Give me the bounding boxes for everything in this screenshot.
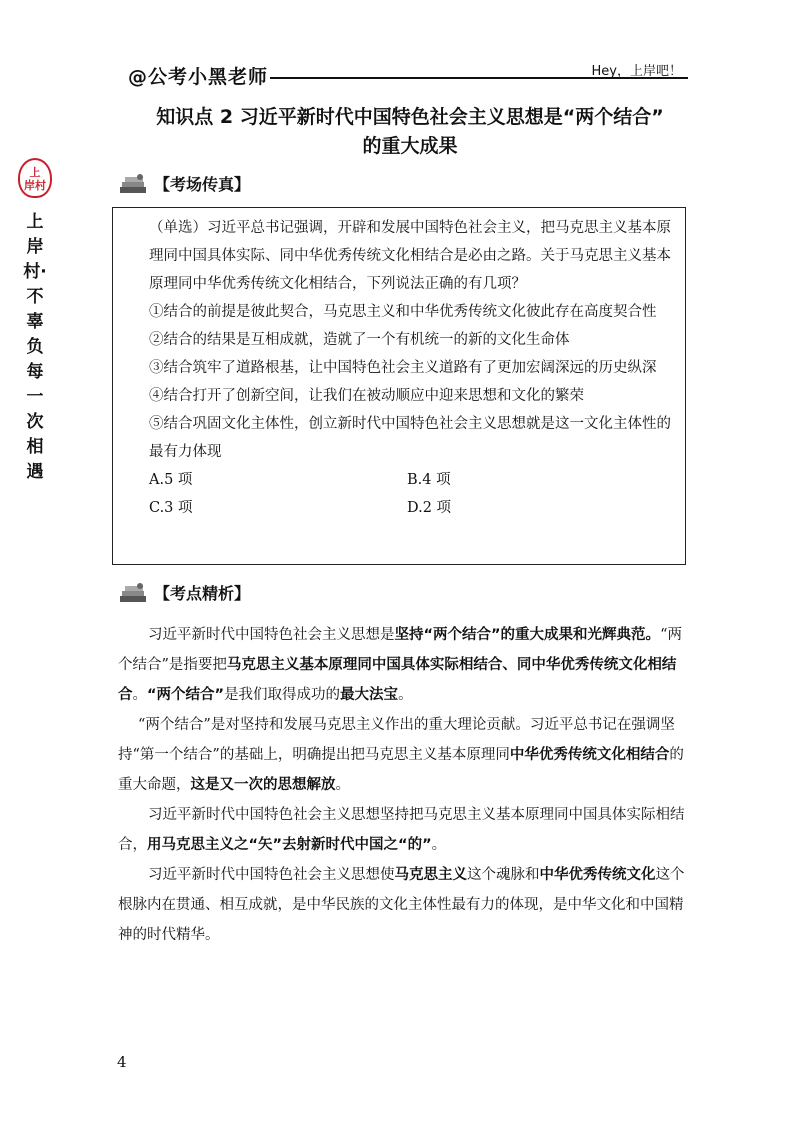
bold-run: “两个结合” [147,687,225,703]
page-title [110,103,710,161]
question-stem: （单选）习近平总书记强调，开辟和发展中国特色社会主义，把马克思主义基本原理同中国具体实际、同中华优秀传统文化相结合是必由之路。关于马克思主义基本原理同中华优秀传统文化相结合，下列说法正确的有几项？ [149,220,671,292]
seal-logo: 上 岸村 [18,158,52,198]
option-a: A.5 项 [149,472,193,488]
question-box [112,207,686,565]
bold-run: 马克思主义基本原理同中国具体实际相结合、同中华优秀传统文化相结合 [118,657,677,703]
text-run: 是我们取得成功的 [224,687,341,703]
text-run: 这个魂脉和 [467,867,540,883]
books-icon [118,173,150,195]
text-run: 。 [132,687,147,703]
analysis-paragraph-2 [118,710,686,800]
text-run: 。 [398,687,413,703]
text-run: “两个结合”是对坚持和发展马克思主义作出的重大理论贡献。习近平总书记在强调坚持“第一个结合”的基础上，明确提出把马克思主义基本原理同 [118,717,675,763]
analysis-paragraph-4 [118,860,686,950]
bold-run: 坚持“两个结合”的重大成果和光辉典范。 [394,627,661,643]
question-item-3: ③结合筑牢了道路根基，让中国特色社会主义道路有了更加宏阔深远的历史纵深 [149,360,657,376]
question-item-1: ①结合的前提是彼此契合，马克思主义和中华优秀传统文化彼此存在高度契合性 [149,304,657,320]
title-line-2: 的重大成果 [362,135,458,157]
bold-run: 马克思主义 [394,867,467,883]
question-item-2: ②结合的结果是互相成就，造就了一个有机统一的新的文化生命体 [149,332,570,348]
analysis-section-heading [118,581,250,604]
bold-run: 这是又一次的思想解放 [190,777,336,793]
text-run: 习近平新时代中国特色社会主义思想坚持把马克思主义基本原理同中国具体实际相结合， [118,807,685,853]
bold-run: 最大法宝 [340,687,399,703]
text-run: 习近平新时代中国特色社会主义思想使 [148,867,395,883]
answer-options [149,466,675,522]
title-line-1: 知识点 2 习近平新时代中国特色社会主义思想是“两个结合” [156,106,664,128]
option-d: D.2 项 [407,500,452,516]
bold-run: 中华优秀传统文化相结合 [509,747,670,763]
exam-section-heading [118,172,250,195]
side-slogan: 上岸村·不辜负每一次相遇 [23,212,47,482]
option-b: B.4 项 [407,472,451,488]
page-number: 4 [117,1053,127,1071]
books-icon [118,582,150,604]
text-run: 。 [431,837,447,853]
question-item-5: ⑤结合巩固文化主体性，创立新时代中国特色社会主义思想就是这一文化主体性的最有力体现 [149,416,671,460]
analysis-body [118,620,686,950]
option-c: C.3 项 [149,500,193,516]
header-slogan: Hey，上岸吧！ [591,64,682,79]
bold-run: 中华优秀传统文化 [539,867,656,883]
exam-section-label: 【考场传真】 [154,175,251,194]
text-run: “两个结合”是指要把 [118,627,682,673]
analysis-paragraph-1 [118,620,686,710]
text-run: 。 [335,777,350,793]
bold-run: 用马克思主义之“矢”去射新时代中国之“的” [147,837,432,853]
question-item-4: ④结合打开了创新空间，让我们在被动顺应中迎来思想和文化的繁荣 [149,388,584,404]
text-run: 的重大命题， [118,747,684,793]
analysis-section-label: 【考点精析】 [154,584,251,603]
analysis-paragraph-3 [118,800,686,860]
text-run: 这个根脉内在贯通、相互成就，是中华民族的文化主体性最有力的体现，是中华文化和中国精神的时代精华。 [118,867,685,943]
text-run: 习近平新时代中国特色社会主义思想是 [148,627,395,643]
header-author: @公考小黑老师 [128,66,269,88]
